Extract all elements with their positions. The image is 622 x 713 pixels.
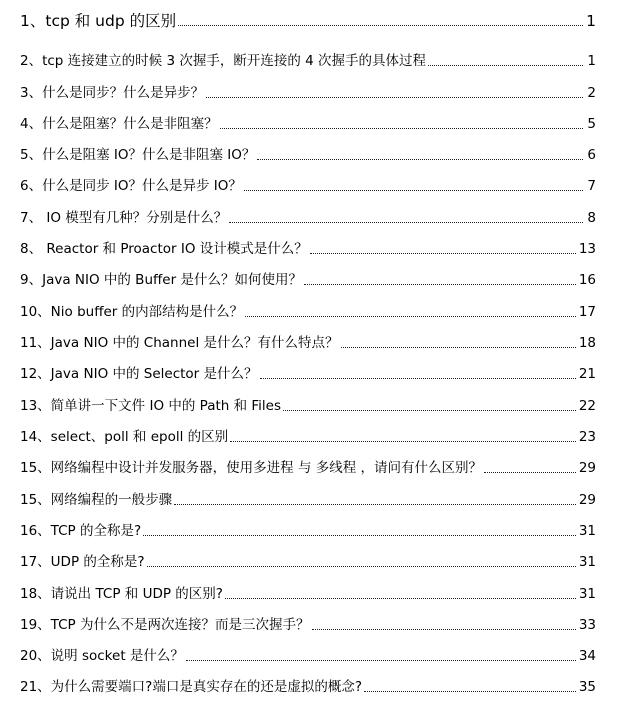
toc-entry-page: 18 (578, 335, 596, 351)
toc-entry-title: 12、Java NIO 中的 Selector 是什么？ (20, 366, 258, 382)
toc-entry-page: 13 (578, 241, 596, 257)
toc-entry-title: 18、请说出 TCP 和 UDP 的区别? (20, 586, 223, 602)
toc-entry-title: 4、什么是阻塞？什么是非阻塞？ (20, 116, 218, 132)
toc-entry-page: 8 (587, 210, 596, 226)
toc-dot-leader (283, 410, 576, 411)
toc-entry-title: 7、 IO 模型有几种？分别是什么？ (20, 210, 228, 226)
toc-dot-leader (364, 691, 576, 692)
toc-entry[interactable] (20, 396, 596, 416)
toc-entry-title: 8、 Reactor 和 Proactor IO 设计模式是什么？ (20, 241, 308, 257)
toc-dot-leader (260, 378, 576, 379)
toc-dot-leader (225, 598, 576, 599)
toc-entry-title: 2、tcp 连接建立的时候 3 次握手，断开连接的 4 次握手的具体过程 (20, 53, 427, 69)
toc-entry-title: 21、为什么需要端口?端口是真实存在的还是虚拟的概念? (20, 679, 363, 695)
toc-dot-leader (143, 535, 576, 536)
toc-entry-title: 6、什么是同步 IO？什么是异步 IO？ (20, 178, 242, 194)
toc-entry-page: 5 (587, 116, 596, 132)
toc-entry-page: 33 (578, 617, 596, 633)
toc-entry-title: 19、TCP 为什么不是两次连接？而是三次握手？ (20, 617, 310, 633)
toc-entry[interactable] (20, 83, 596, 103)
toc-dot-leader (147, 566, 576, 567)
toc-entry-title: 14、select、poll 和 epoll 的区别 (20, 429, 229, 445)
toc-entry-page: 29 (578, 460, 596, 476)
toc-entry[interactable] (20, 208, 596, 228)
toc-entry[interactable] (20, 239, 596, 259)
toc-entry-page: 1 (587, 53, 596, 69)
toc-entry[interactable] (20, 176, 596, 196)
toc-entry[interactable] (20, 521, 596, 541)
toc-entry[interactable] (20, 145, 596, 165)
toc-entry-page: 17 (578, 304, 596, 320)
toc-dot-leader (206, 97, 583, 98)
toc-entry[interactable] (20, 552, 596, 572)
toc-entry-page: 31 (578, 523, 596, 539)
toc-entry[interactable] (20, 302, 596, 322)
toc-entry[interactable] (20, 114, 596, 134)
toc-entry-page: 21 (578, 366, 596, 382)
toc-entry[interactable] (20, 677, 596, 697)
toc-entry-page: 31 (578, 554, 596, 570)
toc-entry[interactable] (20, 364, 596, 384)
toc-entry-title: 20、说明 socket 是什么？ (20, 648, 184, 664)
toc-dot-leader (341, 347, 576, 348)
toc-dot-leader (230, 441, 576, 442)
toc-entry-title: 15、网络编程的一般步骤 (20, 492, 173, 508)
toc-entry[interactable] (20, 490, 596, 510)
toc-entry-title: 17、UDP 的全称是? (20, 554, 145, 570)
toc-entry-title: 3、什么是同步？什么是异步？ (20, 85, 205, 101)
toc-entry-page: 16 (578, 272, 596, 288)
toc-entry-page: 31 (578, 586, 596, 602)
toc-entry-page: 7 (587, 178, 596, 194)
toc-entry-title: 13、简单讲一下文件 IO 中的 Path 和 Files (20, 398, 282, 414)
toc-entry[interactable] (20, 584, 596, 604)
toc-dot-leader (174, 504, 576, 505)
toc-dot-leader (257, 159, 583, 160)
toc-entry[interactable] (20, 51, 596, 71)
toc-entry[interactable] (20, 458, 596, 478)
toc-dot-leader (178, 25, 583, 26)
toc-entry[interactable] (20, 333, 596, 353)
toc-dot-leader (484, 472, 576, 473)
toc-dot-leader (428, 65, 583, 66)
toc-dot-leader (244, 190, 583, 191)
toc-entry[interactable] (20, 270, 596, 290)
toc-entry-page: 2 (587, 85, 596, 101)
toc-dot-leader (245, 316, 576, 317)
toc-entry-page: 22 (578, 398, 596, 414)
toc-entry[interactable] (20, 427, 596, 447)
toc-entry[interactable] (20, 615, 596, 635)
toc-dot-leader (229, 222, 583, 223)
toc-entry[interactable] (20, 646, 596, 666)
toc-dot-leader (310, 253, 576, 254)
toc-entry-title: 15、网络编程中设计并发服务器，使用多进程 与 多线程 ，请问有什么区别？ (20, 460, 483, 476)
toc-entry-title: 10、Nio buffer 的内部结构是什么？ (20, 304, 244, 320)
toc-entry-page: 6 (587, 147, 596, 163)
toc-entry-page: 1 (586, 12, 596, 30)
toc-entry-page: 29 (578, 492, 596, 508)
toc-entry-title: 5、什么是阻塞 IO？什么是非阻塞 IO？ (20, 147, 256, 163)
toc-dot-leader (186, 660, 576, 661)
toc-entry-title: 11、Java NIO 中的 Channel 是什么？有什么特点？ (20, 335, 339, 351)
toc-entry[interactable] (20, 11, 596, 31)
toc-entry-title: 9、Java NIO 中的 Buffer 是什么？如何使用？ (20, 272, 302, 288)
toc-dot-leader (220, 128, 583, 129)
toc-dot-leader (304, 284, 576, 285)
toc-dot-leader (312, 629, 576, 630)
toc-entry-page: 35 (578, 679, 596, 695)
toc-entry-title: 1、tcp 和 udp 的区别 (20, 12, 177, 30)
toc-entry-page: 34 (578, 648, 596, 664)
toc-entry-title: 16、TCP 的全称是? (20, 523, 142, 539)
toc-entry-page: 23 (578, 429, 596, 445)
